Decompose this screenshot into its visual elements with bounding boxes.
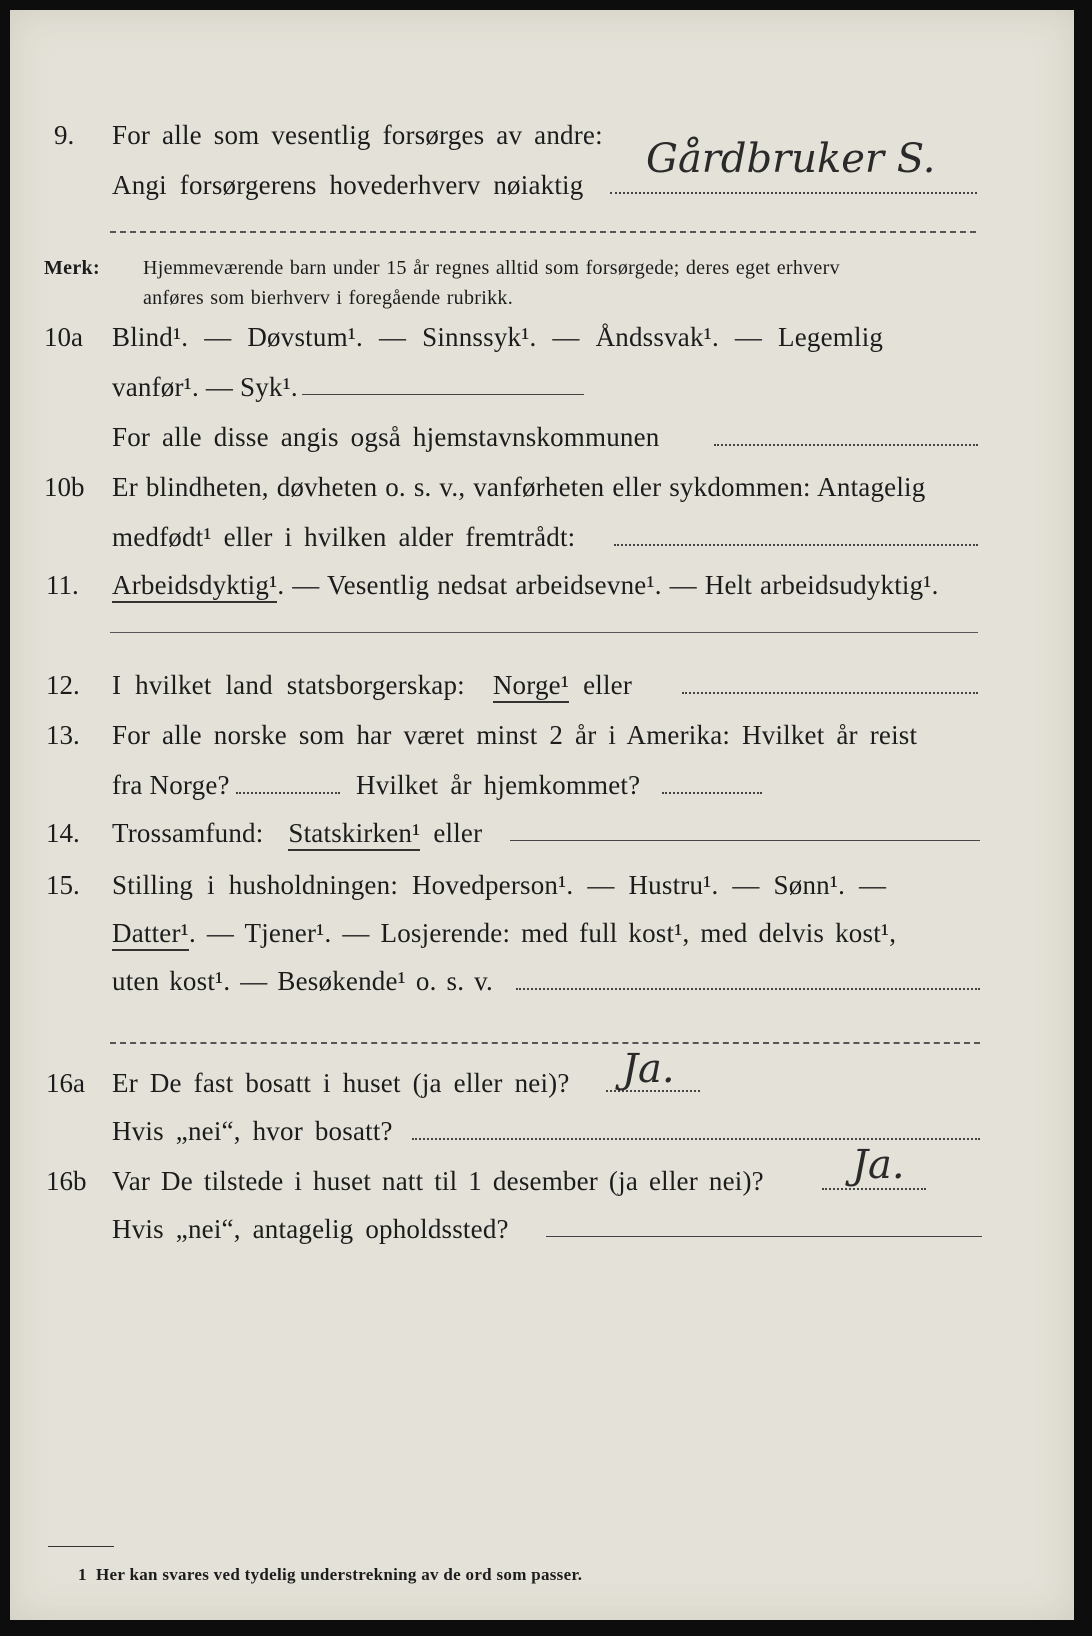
q11-option-arbeidsdyktig[interactable]: Arbeidsdyktig¹ — [112, 570, 277, 603]
q16a-number: 16a — [46, 1068, 85, 1098]
q16b-opholdssted-line[interactable] — [546, 1236, 982, 1237]
q10a-kommune-line[interactable] — [714, 444, 978, 446]
merk-line1: Hjemmeværende barn under 15 år regnes alltid som forsørgede; deres eget erhverv — [143, 257, 840, 279]
merk-line2: anføres som bierhverv i foregående rubrikk. — [143, 287, 513, 309]
q9-number: 9. — [54, 120, 75, 150]
q12-number: 12. — [46, 670, 80, 700]
footnote-rule — [48, 1546, 114, 1547]
q11-line — [112, 570, 939, 601]
footnote-text: Her kan svares ved tydelig understrekning av de ord som passer. — [96, 1565, 583, 1584]
q10a-line3: For alle disse angis også hjemstavnskommunen — [112, 422, 660, 452]
q10b-line2: medfødt¹ eller i hvilken alder fremtrådt: — [112, 522, 576, 552]
q13-line2b: Hvilket år hjemkommet? — [356, 770, 641, 800]
q14-line — [112, 818, 482, 849]
q9-handwritten-answer: Gårdbruker S. — [646, 136, 936, 182]
q12-answer-line[interactable] — [682, 692, 978, 694]
q13-line2a: fra Norge? — [112, 770, 230, 800]
q13-number: 13. — [46, 720, 80, 750]
q10a-number: 10a — [44, 322, 83, 352]
q16b-answer-line[interactable] — [822, 1188, 926, 1190]
q15-line2 — [112, 918, 896, 949]
q15-answer-line[interactable] — [516, 988, 980, 990]
q16b-handwritten-answer: Ja. — [852, 1142, 905, 1188]
q15-line2-rest: . — Tjener¹. — Losjerende: med full kost¹, med delvis kost¹, — [188, 918, 897, 948]
q16a-bosatt-line[interactable] — [412, 1138, 980, 1140]
q15-number: 15. — [46, 870, 80, 900]
q10b-number: 10b — [44, 472, 85, 502]
q16a-handwritten-answer: Ja. — [622, 1046, 675, 1092]
q16b-number: 16b — [46, 1166, 87, 1196]
q9-line2: Angi forsørgerens hovederhverv nøiaktig — [112, 170, 584, 200]
q12-line — [112, 670, 632, 701]
q16a-line1: Er De fast bosatt i huset (ja eller nei)? — [112, 1068, 570, 1098]
q14-answer-line[interactable] — [510, 840, 980, 841]
q15-separator — [110, 1042, 980, 1044]
q15-line3: uten kost¹. — Besøkende¹ o. s. v. — [112, 966, 494, 996]
q9-separator — [110, 231, 976, 233]
q15-option-datter[interactable]: Datter¹ — [112, 918, 189, 951]
q10a-line2: vanfør¹. — Syk¹. — [112, 372, 298, 402]
q11-rest: . — Vesentlig nedsat arbeidsevne¹. — Helt arbeidsudyktig¹. — [277, 570, 939, 600]
q11-number: 11. — [46, 570, 79, 600]
q9-answer-line[interactable] — [610, 192, 977, 194]
q14-number: 14. — [46, 818, 80, 848]
q10b-line1: Er blindheten, døvheten o. s. v., vanførheten eller sykdommen: Antagelig — [112, 472, 926, 502]
q16b-line2: Hvis „nei“, antagelig opholdssted? — [112, 1214, 509, 1244]
q14-text: Trossamfund: — [112, 818, 264, 848]
q10a-line1: Blind¹. — Døvstum¹. — Sinnssyk¹. — Åndssvak¹. — Legemlig — [112, 322, 884, 352]
q14-option-statskirken[interactable]: Statskirken¹ — [288, 818, 420, 851]
q12-text: I hvilket land statsborgerskap: — [112, 670, 465, 700]
q10a-syk-line[interactable] — [302, 394, 584, 395]
q12-after: eller — [583, 670, 633, 700]
q10b-answer-line[interactable] — [614, 544, 978, 546]
q11-separator — [110, 632, 978, 633]
q9-line1: For alle som vesentlig forsørges av andre: — [112, 120, 603, 150]
q15-line1: Stilling i husholdningen: Hovedperson¹. — Hustru¹. — Sønn¹. — — [112, 870, 887, 900]
q16a-line2: Hvis „nei“, hvor bosatt? — [112, 1116, 393, 1146]
q14-after: eller — [433, 818, 483, 848]
q16b-line1: Var De tilstede i huset natt til 1 desember (ja eller nei)? — [112, 1166, 764, 1196]
merk-label: Merk: — [44, 257, 100, 279]
q13-reist-line[interactable] — [236, 792, 340, 794]
footnote-mark: 1 — [78, 1565, 87, 1584]
q13-line1: For alle norske som har været minst 2 år i Amerika: Hvilket år reist — [112, 720, 918, 750]
form-page — [10, 10, 1074, 1620]
q13-hjemkommet-line[interactable] — [662, 792, 762, 794]
q12-option-norge[interactable]: Norge¹ — [493, 670, 569, 703]
